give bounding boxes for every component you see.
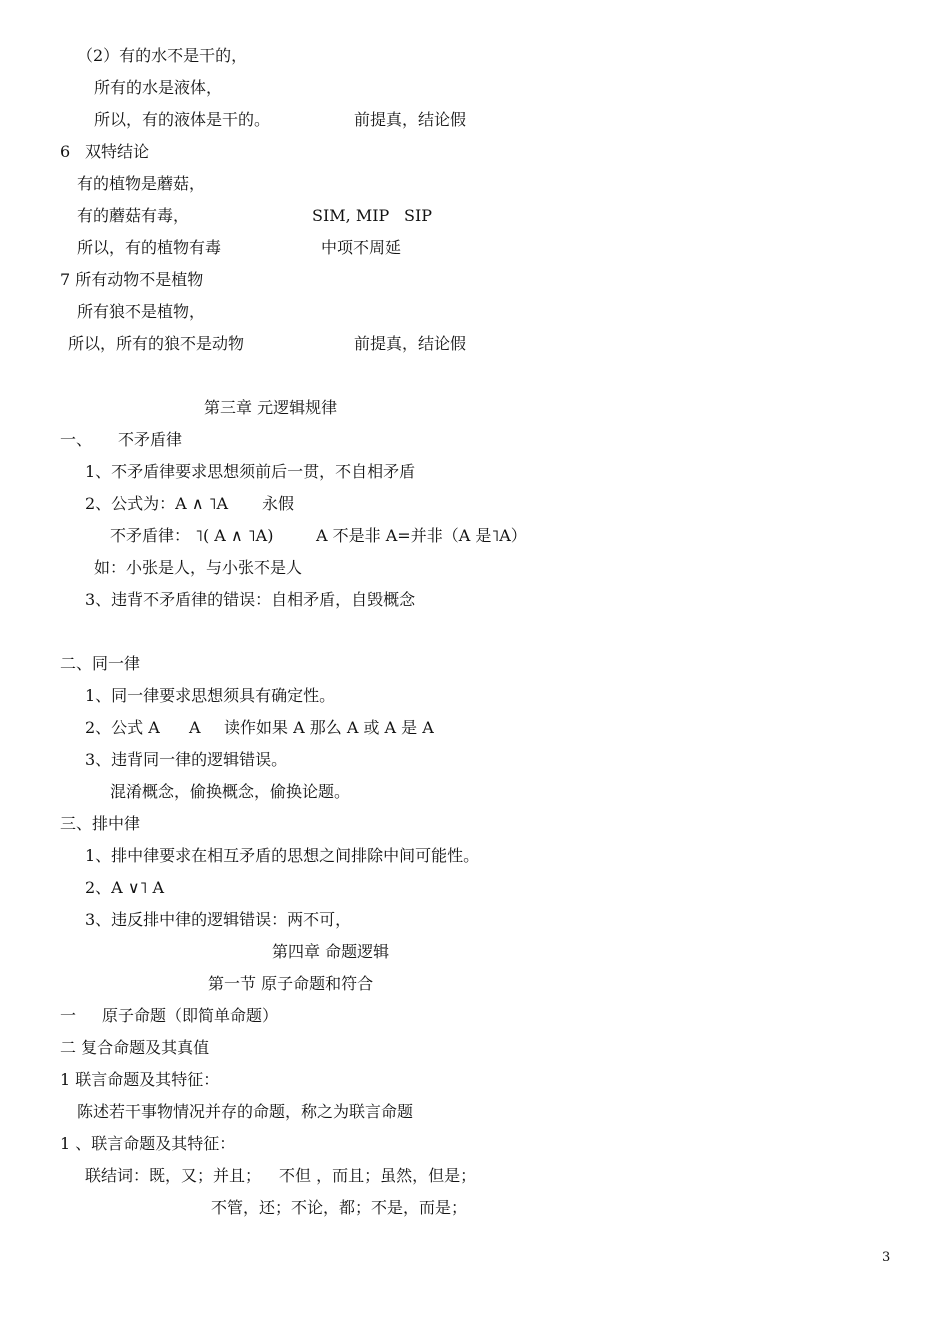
section-title: 二 复合命题及其真值: [60, 1038, 210, 1057]
section-title: 二、同一律: [60, 654, 141, 673]
chapter-title: 第四章 命题逻辑: [272, 942, 390, 961]
section-title: 不矛盾律: [118, 430, 183, 449]
item-number: 6: [60, 142, 71, 161]
text-segment: 1、不矛盾律要求思想须前后一贯，不自相矛盾: [85, 462, 416, 481]
page-number: 3: [882, 1250, 891, 1265]
chapter-title: 第三章 元逻辑规律: [204, 398, 338, 417]
text-segment: 1 、联言命题及其特征：: [60, 1134, 236, 1153]
text-segment: SIM, MIP: [312, 206, 390, 225]
text-segment: 7 所有动物不是植物: [60, 270, 204, 289]
text-segment: 1 联言命题及其特征：: [60, 1070, 220, 1089]
text-segment: 前提真，结论假: [354, 110, 467, 129]
text-segment: 3、违背不矛盾律的错误：自相矛盾，自毁概念: [85, 590, 416, 609]
text-segment: 不但 ，而且；虽然，但是；: [279, 1166, 477, 1185]
text-segment: 所有狼不是植物，: [77, 302, 206, 321]
text-segment: 所以，有的植物有毒: [77, 238, 222, 257]
text-segment: 读作如果 A 那么 A 或 A 是 A: [224, 718, 434, 737]
text-segment: A: [189, 718, 201, 737]
text-segment: A 不是非 A=并非（A 是˥A）: [316, 526, 527, 545]
text-segment: 3、违背同一律的逻辑错误。: [85, 750, 288, 769]
section-title: 三、排中律: [60, 814, 141, 833]
text-segment: 有的植物是蘑菇，: [77, 174, 206, 193]
text-segment: 联结词：既，又；并且；: [85, 1166, 262, 1185]
section-title: 原子命题（即简单命题）: [102, 1006, 279, 1025]
text-segment: 如：小张是人，与小张不是人: [94, 558, 303, 577]
text-segment: 所有的水是液体，: [94, 78, 223, 97]
text-segment: 2、A ∨˥ A: [85, 878, 165, 897]
text-segment: 中项不周延: [321, 238, 402, 257]
text-segment: 有的蘑菇有毒，: [77, 206, 190, 225]
text-segment: 陈述若干事物情况并存的命题，称之为联言命题: [77, 1102, 414, 1121]
text-segment: 所以，有的液体是干的。: [94, 110, 271, 129]
text-segment: 双特结论: [85, 142, 150, 161]
section-number: 一、: [60, 430, 93, 449]
text-segment: 3、违反排中律的逻辑错误：两不可，: [85, 910, 352, 929]
section-number: 一: [60, 1006, 77, 1025]
text-segment: 永假: [262, 494, 295, 513]
text-segment: 1、排中律要求在相互矛盾的思想之间排除中间可能性。: [85, 846, 480, 865]
text-segment: 不管，还；不论，都；不是，而是；: [211, 1198, 468, 1217]
text-segment: 所以，所有的狼不是动物: [68, 334, 245, 353]
text-segment: 2、公式 A: [85, 718, 160, 737]
text-segment: （2）有的水不是干的，: [77, 46, 248, 65]
text-segment: 不矛盾律： ˥( A ∧ ˥A): [110, 526, 274, 545]
text-segment: SIP: [404, 206, 433, 225]
text-segment: 前提真，结论假: [354, 334, 467, 353]
text-segment: 2、公式为：A ∧ ˥A: [85, 494, 229, 513]
text-segment: 1、同一律要求思想须具有确定性。: [85, 686, 336, 705]
subsection-title: 第一节 原子命题和符合: [208, 974, 374, 993]
text-segment: 混淆概念，偷换概念，偷换论题。: [110, 782, 351, 801]
